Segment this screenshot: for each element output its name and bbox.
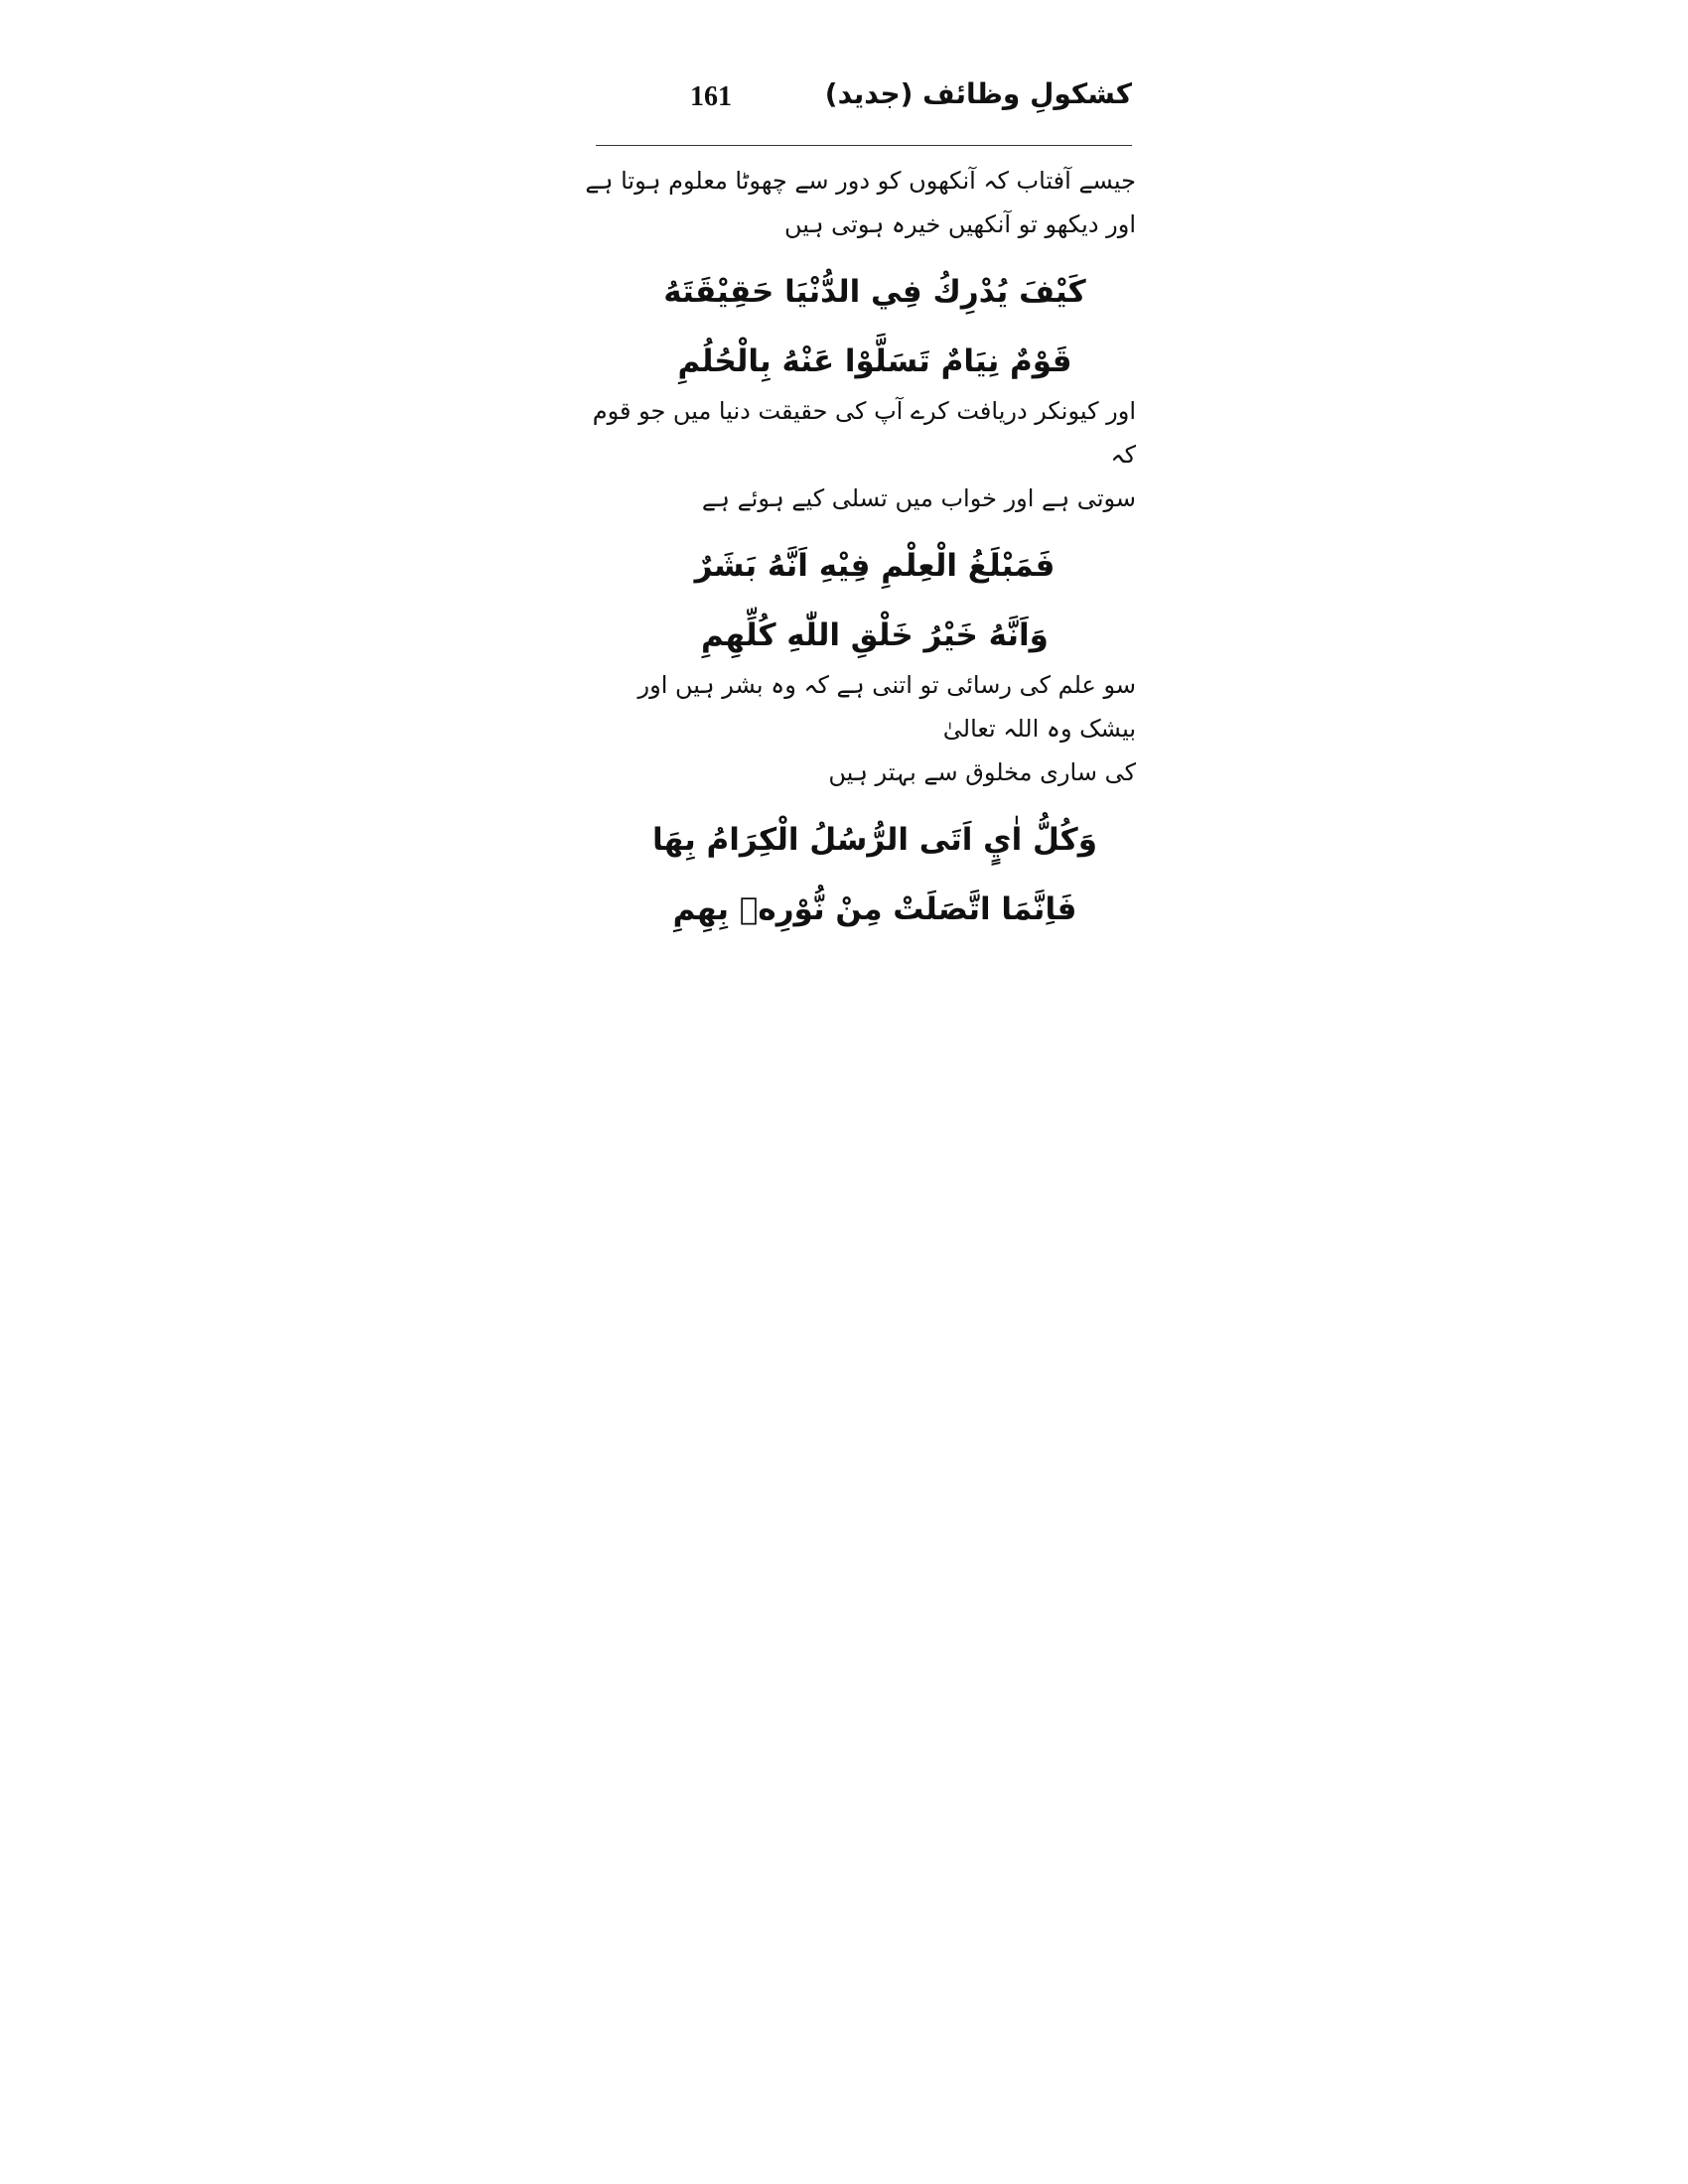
page-body [584, 159, 1136, 937]
prose-line: اور دیکھو تو آنکھیں خیرہ ہوتی ہیں [783, 210, 1136, 238]
page-header [596, 77, 1132, 137]
prose-line: کی ساری مخلوق سے بہتر ہیں [828, 758, 1136, 786]
arabic-verse-line: وَاَنَّهُ خَيْرُ خَلْقِ اللّٰهِ كُلِّهِمِ [701, 617, 1049, 653]
arabic-verse-line: قَوْمٌ نِيَامٌ تَسَلَّوْا عَنْهُ بِالْحُلُمِ [677, 343, 1072, 379]
page-number: 161 [690, 81, 732, 112]
header-divider [596, 145, 1132, 146]
arabic-verse-line: فَاِنَّمَا اتَّصَلَتْ مِنْ نُّوْرِهٖ بِهِمِ [672, 891, 1077, 927]
prose-line: سوتی ہے اور خواب میں تسلی کیے ہوئے ہے [701, 484, 1136, 512]
prose-line: سو علم کی رسائی تو اتنی ہے کہ وہ بشر ہیں اور بیشک وہ اللہ تعالیٰ [637, 671, 1136, 743]
arabic-verse-line: وَكُلُّ اٰيٍ اَتَى الرُّسُلُ الْكِرَامُ بِهَا [652, 822, 1097, 858]
book-title: کشکولِ وظائف (جدید) [824, 77, 1132, 110]
arabic-verse-line: كَيْفَ يُدْرِكُ فِي الدُّنْيَا حَقِيْقَتَهُ [663, 274, 1086, 310]
arabic-verse-line: فَمَبْلَغُ الْعِلْمِ فِيْهِ اَنَّهُ بَشَرٌ [694, 548, 1055, 584]
prose-line: اور کیونکر دریافت کرے آپ کی حقیقت دنیا میں جو قوم کہ [592, 397, 1136, 469]
prose-line: جیسے آفتاب کہ آنکھوں کو دور سے چھوٹا معلوم ہوتا ہے [585, 167, 1136, 195]
